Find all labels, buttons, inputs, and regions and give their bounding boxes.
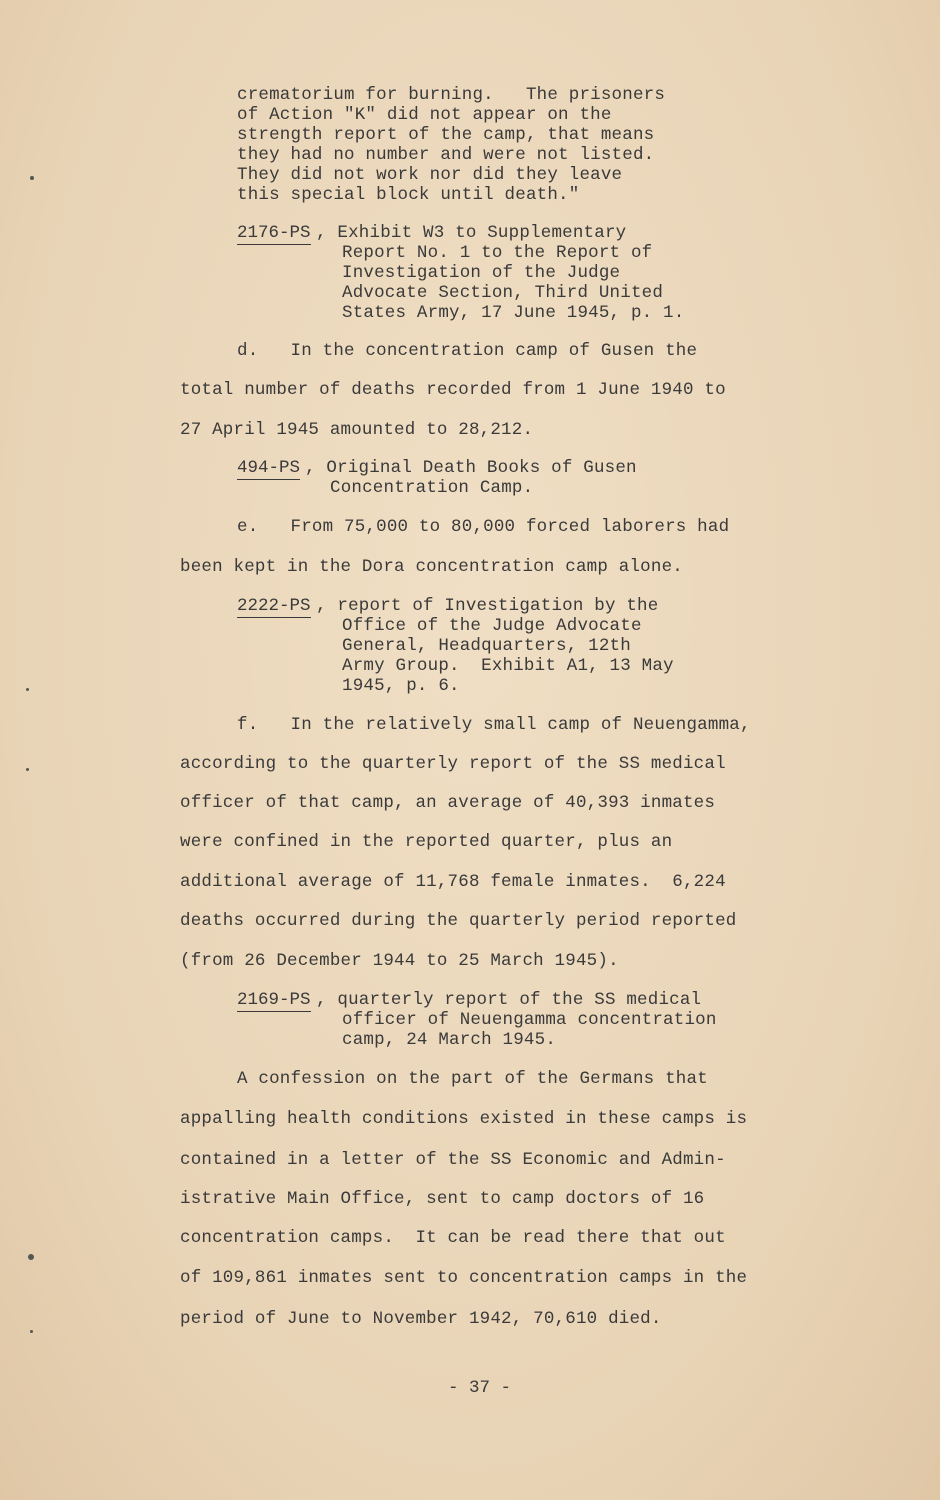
confession-line: concentration camps. It can be read there that out: [180, 1228, 726, 1248]
quote-line: strength report of the camp, that means: [237, 125, 655, 145]
citation-line: Investigation of the Judge: [342, 263, 621, 283]
paragraph-e-line: been kept in the Dora concentration camp alone.: [180, 557, 683, 577]
citation-ref-2176: 2176-PS: [237, 223, 311, 243]
citation-line: Advocate Section, Third United: [342, 283, 664, 303]
page-number: - 37 -: [448, 1378, 512, 1398]
citation-line: States Army, 17 June 1945, p. 1.: [342, 303, 685, 323]
quote-line: crematorium for burning. The prisoners: [237, 85, 666, 105]
paragraph-f-line: f. In the relatively small camp of Neuengamma,: [237, 715, 751, 735]
paragraph-f-line: officer of that camp, an average of 40,393 inmates: [180, 793, 716, 813]
citation-line: Office of the Judge Advocate: [342, 616, 642, 636]
paragraph-d-line: d. In the concentration camp of Gusen the: [237, 341, 698, 361]
paragraph-f-line: (from 26 December 1944 to 25 March 1945).: [180, 951, 619, 971]
scan-speck: [26, 688, 29, 691]
citation-line: Army Group. Exhibit A1, 13 May: [342, 656, 674, 676]
citation-line: , Original Death Books of Gusen: [305, 458, 637, 478]
paragraph-d-line: total number of deaths recorded from 1 June 1940 to: [180, 380, 726, 400]
confession-line: A confession on the part of the Germans that: [237, 1069, 708, 1089]
citation-line: , Exhibit W3 to Supplementary: [316, 223, 627, 243]
paragraph-f-line: deaths occurred during the quarterly period reported: [180, 911, 737, 931]
citation-line: camp, 24 March 1945.: [342, 1030, 557, 1050]
confession-line: contained in a letter of the SS Economic and Admin-: [180, 1150, 726, 1170]
quote-line: they had no number and were not listed.: [237, 145, 655, 165]
citation-line: , report of Investigation by the: [316, 596, 659, 616]
scan-speck: [30, 1330, 33, 1333]
quote-line: of Action "K" did not appear on the: [237, 105, 612, 125]
citation-line: , quarterly report of the SS medical: [316, 990, 702, 1010]
citation-ref-494: 494-PS: [237, 458, 301, 478]
paragraph-e-line: e. From 75,000 to 80,000 forced laborers had: [237, 517, 730, 537]
citation-ref-2169: 2169-PS: [237, 990, 311, 1010]
confession-line: istrative Main Office, sent to camp doctors of 16: [180, 1189, 705, 1209]
quote-line: this special block until death.": [237, 185, 580, 205]
paragraph-d-line: 27 April 1945 amounted to 28,212.: [180, 420, 534, 440]
scan-speck: [28, 1254, 34, 1260]
paragraph-f-line: according to the quarterly report of the SS medical: [180, 754, 726, 774]
scan-speck: [30, 176, 34, 180]
confession-line: of 109,861 inmates sent to concentration camps in the: [180, 1268, 748, 1288]
citation-line: officer of Neuengamma concentration: [342, 1010, 717, 1030]
citation-line: Concentration Camp.: [330, 478, 534, 498]
paragraph-f-line: additional average of 11,768 female inmates. 6,224: [180, 872, 726, 892]
citation-line: Report No. 1 to the Report of: [342, 243, 653, 263]
confession-line: appalling health conditions existed in these camps is: [180, 1109, 748, 1129]
citation-line: General, Headquarters, 12th: [342, 636, 631, 656]
scan-speck: [26, 768, 29, 771]
quote-line: They did not work nor did they leave: [237, 165, 623, 185]
confession-line: period of June to November 1942, 70,610 died.: [180, 1309, 662, 1329]
citation-line: 1945, p. 6.: [342, 676, 460, 696]
citation-ref-2222: 2222-PS: [237, 596, 311, 616]
paragraph-f-line: were confined in the reported quarter, plus an: [180, 832, 673, 852]
